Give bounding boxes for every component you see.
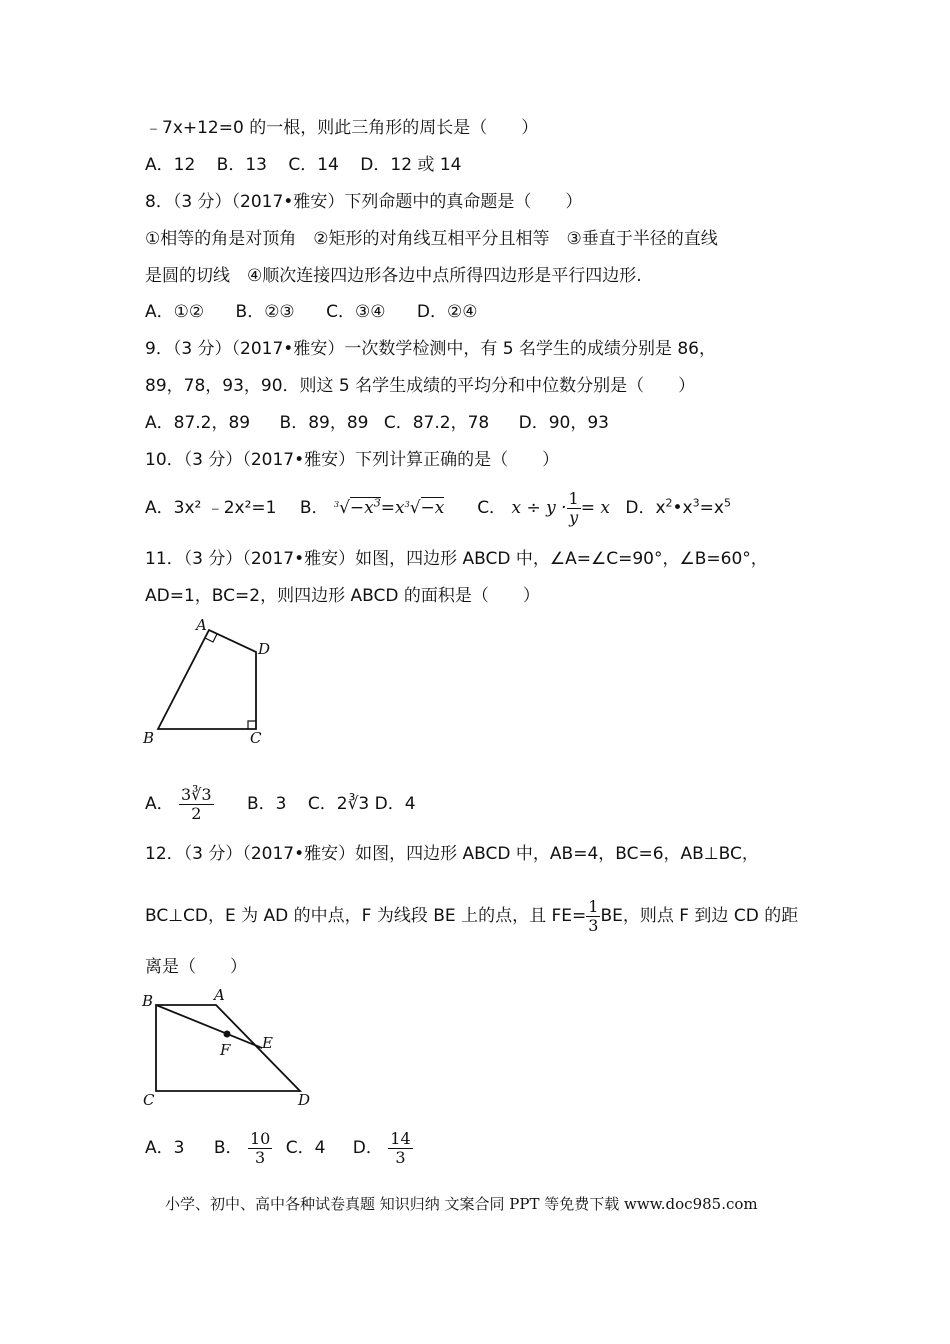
page-footer: 小学、初中、高中各种试卷真题 知识归纳 文案合同 PPT 等免费下载 www.doc985.com — [165, 1195, 758, 1213]
q12-stem-line2-pre: BC⊥CD，E 为 AD 的中点，F 为线段 BE 上的点，且 FE= — [145, 906, 587, 926]
q7-option-b: B．13 — [216, 155, 267, 175]
q12-option-a: A．3 — [145, 1138, 185, 1158]
q11-option-d: D．4 — [374, 794, 416, 814]
q12-label-f: F — [220, 1041, 231, 1059]
q9-option-b: B．89，89 — [279, 413, 369, 433]
q10-options — [145, 486, 731, 530]
q7-option-c: C．14 — [288, 155, 339, 175]
q12-option-d-label: D． — [352, 1138, 383, 1158]
q11-option-a-frac: $\frac{3∛3}{2}$ — [181, 784, 212, 823]
q11-label-b: B — [143, 729, 155, 747]
q12-label-a: A — [214, 986, 225, 1004]
q11-label-d: D — [258, 640, 271, 658]
q11-quadrilateral — [158, 630, 256, 729]
q10-stem: 10．（3 分）（2017•雅安）下列计算正确的是（ ） — [145, 450, 560, 470]
q10-option-c-expr: x ÷ y · $\frac{1}{y}$ = x — [511, 489, 610, 527]
q9-option-a: A．87.2，89 — [145, 413, 251, 433]
q12-stem-line1: 12．（3 分）（2017•雅安）如图，四边形 ABCD 中，AB=4，BC=6，AB⊥BC， — [145, 844, 759, 864]
q12-stem-line2-post: BE，则点 F 到边 CD 的距 — [600, 906, 799, 926]
q12-segment-be — [156, 1005, 262, 1048]
q8-option-b: B．②③ — [235, 302, 295, 322]
q8-props-line2: 是圆的切线 ④顺次连接四边形各边中点所得四边形是平行四边形. — [145, 266, 642, 286]
q11-figure — [138, 612, 278, 752]
q12-point-f — [224, 1031, 231, 1038]
q11-stem-line1: 11．（3 分）（2017•雅安）如图，四边形 ABCD 中，∠A=∠C=90°，∠B=60°， — [145, 549, 768, 569]
q7-option-a: A．12 — [145, 155, 196, 175]
q12-label-c: C — [143, 1091, 155, 1109]
q12-option-b-label: B． — [213, 1138, 243, 1158]
q7-options — [145, 154, 461, 176]
q11-options — [145, 780, 416, 828]
q9-options — [145, 412, 609, 434]
q9-option-d: D．90，93 — [518, 413, 609, 433]
q8-options — [145, 301, 477, 323]
q11-option-b: B．3 — [247, 794, 287, 814]
q11-right-angle-c — [248, 721, 256, 729]
q12-figure — [138, 985, 328, 1110]
q12-label-d: D — [298, 1091, 311, 1109]
q10-option-c-label: C． — [477, 498, 507, 518]
q9-stem-line1: 9．（3 分）（2017•雅安）一次数学检测中，有 5 名学生的成绩分别是 86， — [145, 339, 716, 359]
q10-option-b-label: B． — [299, 498, 329, 518]
q9-option-c: C．87.2，78 — [383, 413, 490, 433]
q12-label-e: E — [262, 1034, 273, 1052]
q8-option-a: A．①② — [145, 302, 205, 322]
q7-option-d: D．12 或 14 — [360, 155, 462, 175]
q12-options — [145, 1124, 413, 1172]
q8-option-d: D．②④ — [416, 302, 478, 322]
q7-stem-tail: ﹣7x+12=0 的一根，则此三角形的周长是（ ） — [145, 118, 539, 138]
q9-stem-line2: 89，78，93，90．则这 5 名学生成绩的平均分和中位数分别是（ ） — [145, 376, 696, 396]
q8-option-c: C．③④ — [326, 302, 386, 322]
q8-stem: 8．（3 分）（2017•雅安）下列命题中的真命题是（ ） — [145, 192, 583, 212]
q11-option-a-label: A． — [145, 794, 174, 814]
q12-stem-line2 — [145, 892, 798, 940]
q11-label-a: A — [196, 616, 207, 634]
q11-option-c: C．2∛3 — [307, 794, 370, 814]
q12-stem-line3: 离是（ ） — [145, 957, 247, 977]
q11-stem-line2: AD=1，BC=2，则四边形 ABCD 的面积是（ ） — [145, 586, 540, 606]
q10-option-b-expr: $^3√-x^3=x^3√-x$ — [333, 496, 445, 518]
q8-props-line1: ①相等的角是对顶角 ②矩形的对角线互相平分且相等 ③垂直于半径的直线 — [145, 229, 718, 249]
q10-option-d: D．$x^2•x^3=x^5$ — [625, 496, 731, 518]
q12-option-b-frac: $\frac{10}{3}$ — [249, 1128, 271, 1167]
q12-option-d-frac: $\frac{14}{3}$ — [390, 1128, 411, 1167]
q11-label-c: C — [250, 729, 262, 747]
q12-label-b: B — [142, 992, 154, 1010]
q10-option-a: A．3x² ﹣2x²=1 — [145, 498, 277, 518]
q12-stem-frac: $\frac{1}{3}$ — [588, 896, 599, 935]
q12-option-c: C．4 — [285, 1138, 326, 1158]
